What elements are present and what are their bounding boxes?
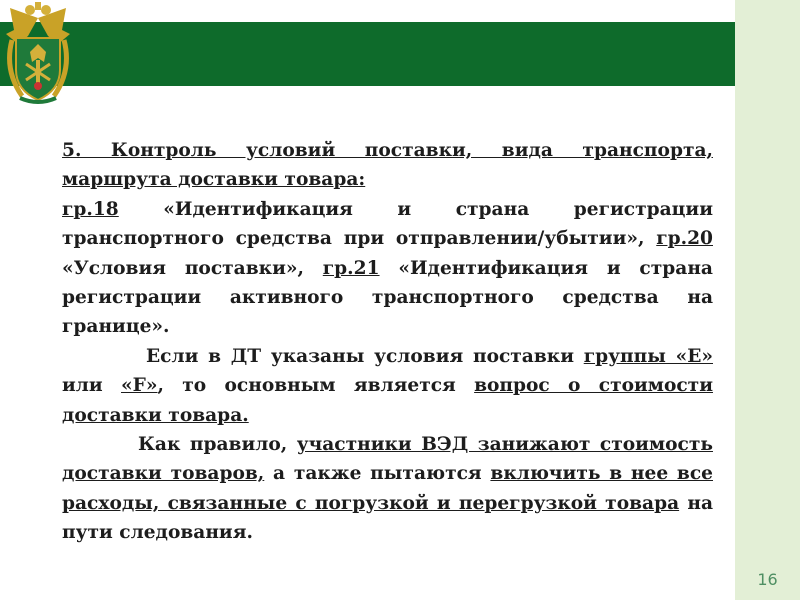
slide-number: 16 [757, 570, 778, 589]
paragraph-participants: Как правило, участники ВЭД занижают стоимость доставки товаров, а также пытаются включить в нее все расходы, связанные с погрузкой и перегрузкой товара на пути следования. [62, 434, 713, 544]
slide-body [62, 136, 713, 548]
ref-gr20: гр.20 [656, 228, 713, 250]
paragraph-delivery-terms: Если в ДТ указаны условия поставки группы «Е» или «F», то основным является вопрос о стоимости доставки товара. [62, 345, 713, 426]
header-bar [0, 22, 735, 86]
paragraph-fields: гр.18 «Идентификация и страна регистрации транспортного средства при отправлении/убытии», гр.20 «Условия поставки», гр.21 «Идентификация и страна регистрации активного транспортного средства на границе». [62, 198, 713, 338]
coat-of-arms-icon [2, 0, 74, 108]
ref-gr18: гр.18 [62, 198, 119, 220]
ref-gr21: гр.21 [322, 257, 380, 279]
side-strip [735, 0, 800, 600]
section-heading: 5. Контроль условий поставки, вида транспорта, маршрута доставки товара: [62, 140, 713, 191]
